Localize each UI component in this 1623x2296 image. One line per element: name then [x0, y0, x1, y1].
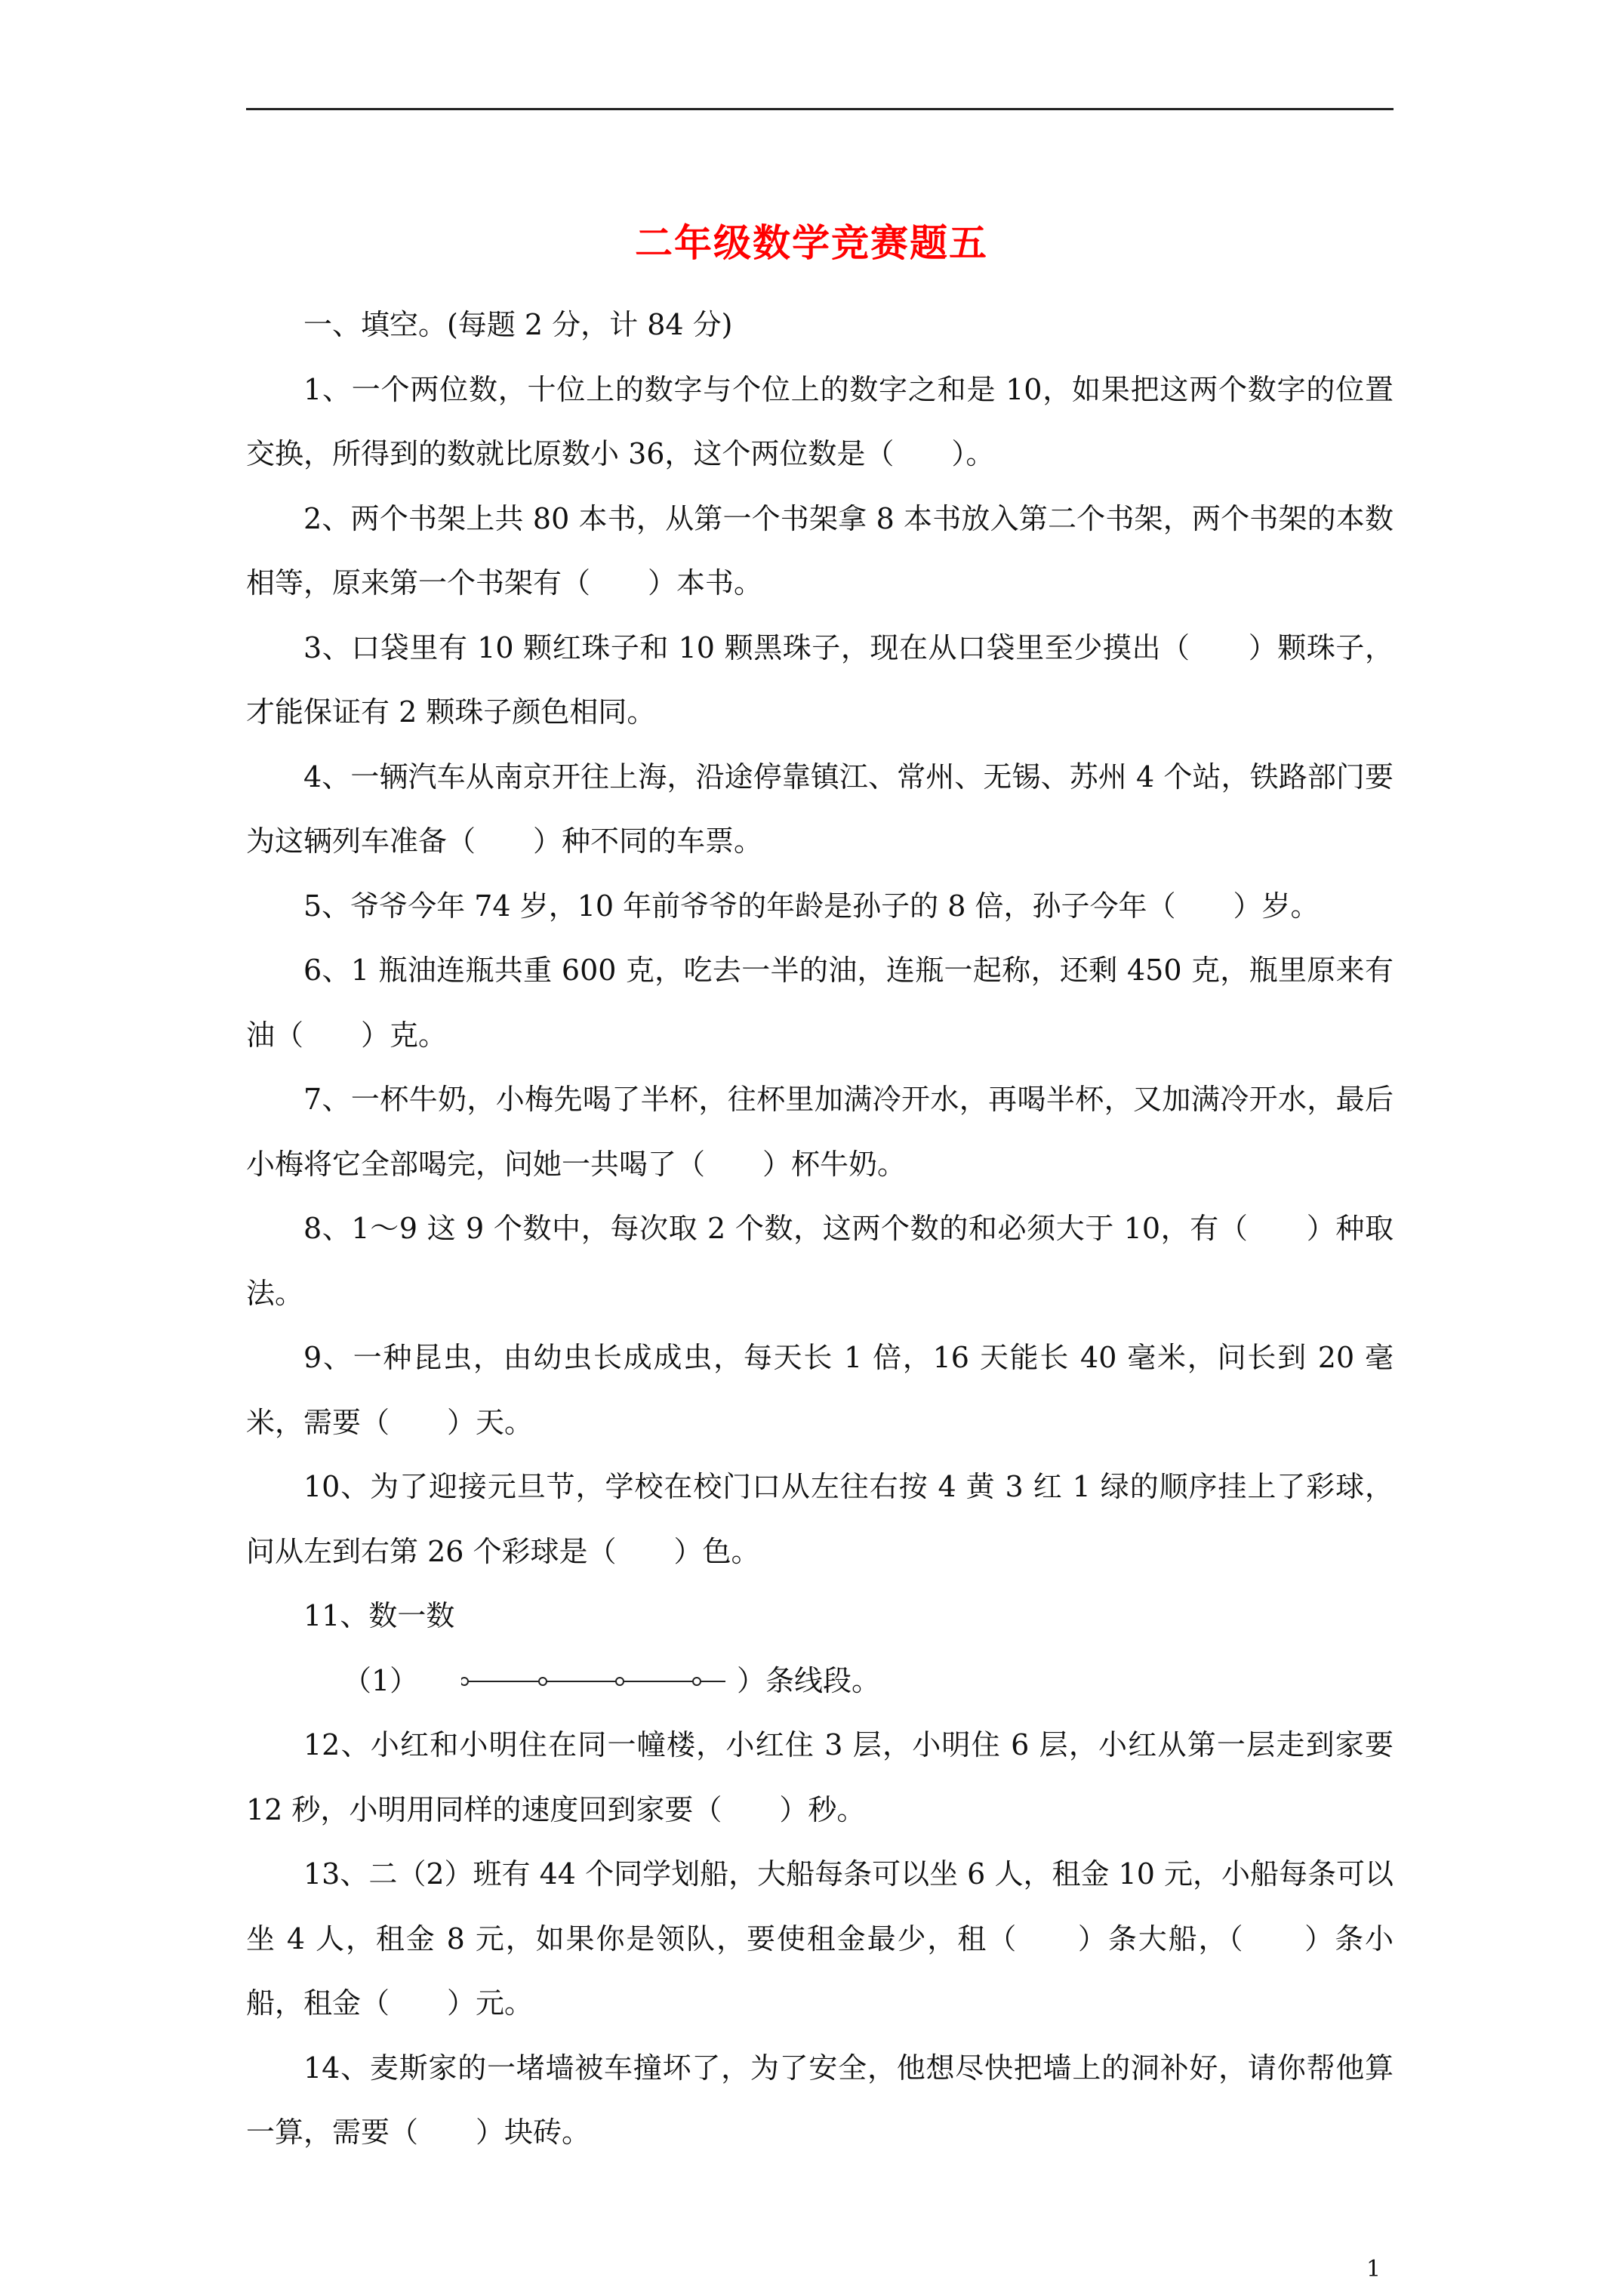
section-heading: 一、填空。(每题 2 分，计 84 分) [303, 308, 733, 341]
sub-label: （1） [343, 1663, 419, 1697]
question-4: 4、一辆汽车从南京开往上海，沿途停靠镇江、常州、无锡、苏州 4 个站，铁路部门要为这辆列车准备（ ）种不同的车票。 [246, 760, 1394, 858]
question-6: 6、1 瓶油连瓶共重 600 克，吃去一半的油，连瓶一起称，还剩 450 克，瓶里原来有油（ ）克。 [246, 954, 1394, 1052]
segment-point [539, 1678, 547, 1685]
header-rule [246, 108, 1394, 110]
question-14: 14、麦斯家的一堵墙被车撞坏了，为了安全，他想尽快把墙上的洞补好，请你帮他算一算，需要（ ）块砖。 [246, 2051, 1394, 2149]
question-list [246, 293, 1403, 2165]
segment-point [461, 1678, 468, 1685]
sub-tail: ）条线段。 [737, 1663, 881, 1697]
question-9: 9、一种昆虫，由幼虫长成成虫，每天长 1 倍，16 天能长 40 毫米，问长到 20 毫米，需要（ ）天。 [246, 1341, 1394, 1439]
segment-point [616, 1678, 624, 1685]
question-12: 12、小红和小明住在同一幢楼，小红住 3 层，小明住 6 层，小红从第一层走到家要 12 秒，小明用同样的速度回到家要（ ）秒。 [246, 1728, 1403, 1826]
segment-point [693, 1678, 701, 1685]
question-3: 3、口袋里有 10 颗红珠子和 10 颗黑珠子，现在从口袋里至少摸出（ ）颗珠子，才能保证有 2 颗珠子颜色相同。 [246, 630, 1394, 729]
line-segment-figure [461, 1670, 733, 1693]
question-1: 1、一个两位数，十位上的数字与个位上的数字之和是 10，如果把这两个数字的位置交换，所得到的数就比原数小 36，这个两位数是（ ）。 [246, 372, 1394, 470]
question-5: 5、爷爷今年 74 岁，10 年前爷爷的年龄是孙子的 8 倍，孙子今年（ ）岁。 [303, 889, 1320, 923]
question-11: 11、数一数 [303, 1599, 455, 1632]
question-10: 10、为了迎接元旦节，学校在校门口从左往右按 4 黄 3 红 1 绿的顺序挂上了彩球，问从左到右第 26 个彩球是（ ）色。 [246, 1470, 1394, 1568]
question-7: 7、一杯牛奶，小梅先喝了半杯，往杯里加满冷开水，再喝半杯，又加满冷开水，最后小梅将它全部喝完，问她一共喝了（ ）杯牛奶。 [246, 1083, 1394, 1181]
question-13: 13、二（2）班有 44 个同学划船，大船每条可以坐 6 人，租金 10 元，小船每条可以坐 4 人，租金 8 元，如果你是领队，要使租金最少，租（ ）条大船，（ ）条小船，租金（ ）元。 [246, 1857, 1394, 2020]
question-2: 2、两个书架上共 80 本书，从第一个书架拿 8 本书放入第二个书架，两个书架的本数相等，原来第一个书架有（ ）本书。 [246, 501, 1394, 599]
question-8: 8、1～9 这 9 个数中，每次取 2 个数，这两个数的和必须大于 10，有（ ）种取法。 [246, 1212, 1394, 1310]
page-title: 二年级数学竞赛题五 [635, 220, 988, 265]
page-number: 1 [1366, 2256, 1381, 2282]
question-11-sub-1 [246, 1649, 1394, 1714]
